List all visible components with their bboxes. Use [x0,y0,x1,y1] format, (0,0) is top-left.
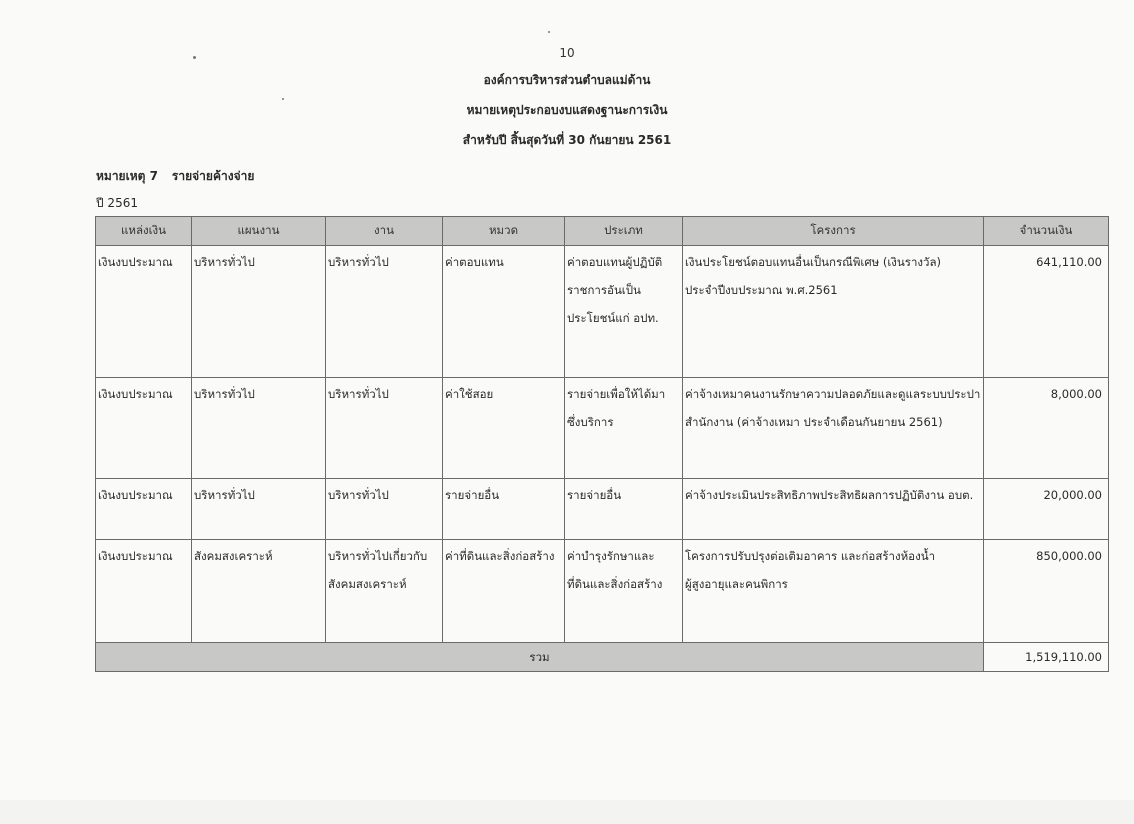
page-number: 10 [559,46,575,60]
table-row [96,540,1109,643]
cell-source: เงินงบประมาณ [96,246,192,378]
period-line: สำหรับปี สิ้นสุดวันที่ 30 กันยายน 2561 [462,133,672,147]
cell-work: บริหารทั่วไป [326,246,443,378]
table-header-row [96,217,1109,246]
cell-plan: บริหารทั่วไป [192,246,326,378]
cell-source: เงินงบประมาณ [96,378,192,479]
total-row [96,643,1109,672]
cell-amount: 8,000.00 [984,378,1109,479]
cell-amount: 850,000.00 [984,540,1109,643]
cell-category: รายจ่ายอื่น [443,479,565,540]
cell-category: ค่าที่ดินและสิ่งก่อสร้าง [443,540,565,643]
note-heading [96,167,254,186]
cell-work: บริหารทั่วไป [326,378,443,479]
header-source: แหล่งเงิน [96,217,192,246]
cell-amount: 641,110.00 [984,246,1109,378]
cell-plan: บริหารทั่วไป [192,378,326,479]
table-row [96,246,1109,378]
document-title: หมายเหตุประกอบงบแสดงฐานะการเงิน [466,103,668,117]
cell-project: ค่าจ้างเหมาคนงานรักษาความปลอดภัยและดูแลระบบประปา สำนักงาน (ค่าจ้างเหมา ประจำเดือนกันยายน 2561) [683,378,984,479]
total-amount: 1,519,110.00 [984,643,1109,672]
total-label: รวม [96,643,984,672]
header-project: โครงการ [683,217,984,246]
scan-speck [548,31,550,33]
cell-plan: สังคมสงเคราะห์ [192,540,326,643]
table-row [96,378,1109,479]
cell-type: ค่าตอบแทนผู้ปฏิบัติ ราชการอันเป็น ประโยชน์แก่ อปท. [565,246,683,378]
cell-category: ค่าตอบแทน [443,246,565,378]
header-plan: แผนงาน [192,217,326,246]
cell-project: โครงการปรับปรุงต่อเติมอาคาร และก่อสร้างห้องน้ำ ผู้สูงอายุและคนพิการ [683,540,984,643]
note-title: รายจ่ายค้างจ่าย [171,169,255,183]
cell-work: บริหารทั่วไปเกี่ยวกับ สังคมสงเคราะห์ [326,540,443,643]
header-type: ประเภท [565,217,683,246]
header-category: หมวด [443,217,565,246]
cell-source: เงินงบประมาณ [96,479,192,540]
cell-plan: บริหารทั่วไป [192,479,326,540]
year-label: ปี 2561 [96,196,138,210]
cell-category: ค่าใช้สอย [443,378,565,479]
header-work: งาน [326,217,443,246]
note-label: หมายเหตุ 7 [96,169,158,183]
cell-source: เงินงบประมาณ [96,540,192,643]
scan-speck [282,98,284,100]
cell-type: ค่าบำรุงรักษาและ ที่ดินและสิ่งก่อสร้าง [565,540,683,643]
cell-work: บริหารทั่วไป [326,479,443,540]
scan-speck [193,56,196,59]
organization-name: องค์การบริหารส่วนตำบลแม่ด้าน [483,73,651,87]
cell-amount: 20,000.00 [984,479,1109,540]
cell-project: ค่าจ้างประเมินประสิทธิภาพประสิทธิผลการปฏิบัติงาน อบต. [683,479,984,540]
table-row [96,479,1109,540]
header-amount: จำนวนเงิน [984,217,1109,246]
accrued-expenses-table [95,216,1109,672]
cell-type: รายจ่ายเพื่อให้ได้มา ซึ่งบริการ [565,378,683,479]
cell-type: รายจ่ายอื่น [565,479,683,540]
cell-project: เงินประโยชน์ตอบแทนอื่นเป็นกรณีพิเศษ (เงินรางวัล) ประจำปีงบประมาณ พ.ศ.2561 [683,246,984,378]
